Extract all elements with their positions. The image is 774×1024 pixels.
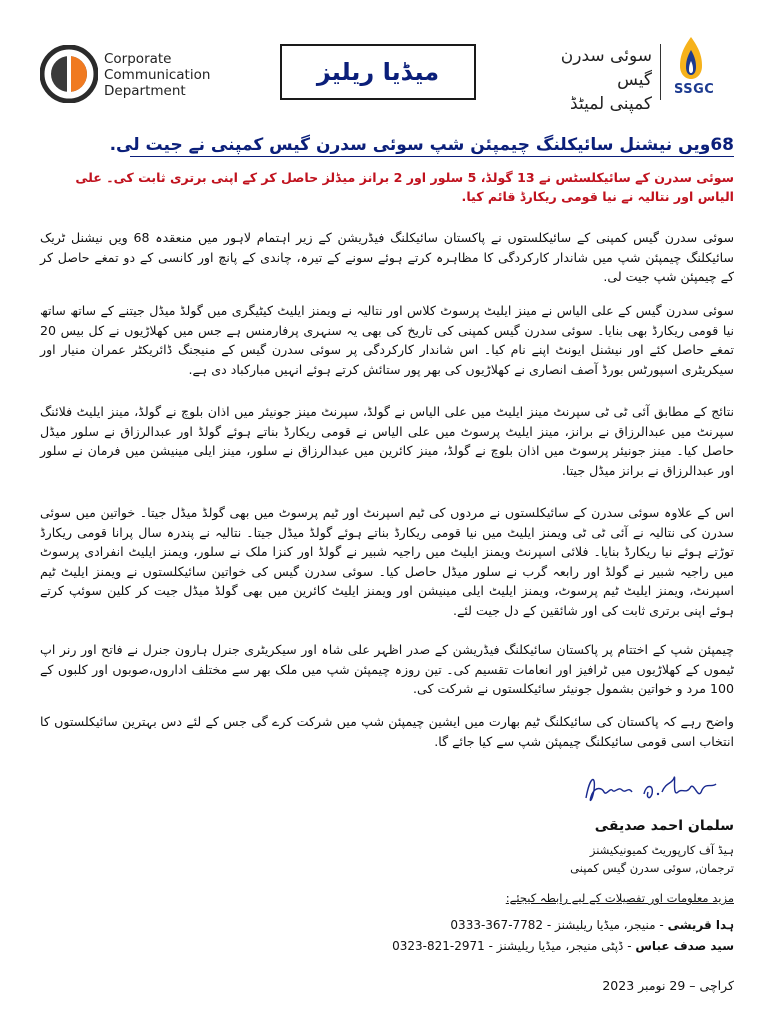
date-line: کراچی – 29 نومبر 2023 [602, 978, 734, 993]
department-name [104, 51, 214, 99]
contact-phone: 0333-367-7782 [450, 918, 544, 932]
contact-entry [300, 918, 734, 932]
media-release-label: میڈیا ریلیز [316, 58, 440, 86]
signatory-title: ہیڈ آف کارپوریٹ کمیونیکیشنز [589, 843, 734, 857]
headline: 68ویں نیشنل سائیکلنگ چیمپئن شپ سوئی سدرن گیس کمپنی نے جیت لی. [109, 135, 734, 155]
ssgc-flame-icon [678, 36, 704, 80]
body-paragraph: چیمپئن شپ کے اختتام پر پاکستان سائیکلنگ فیڈریشن کے صدر اظہر علی شاہ اور سیکریٹری جنرل ہارون جنرل نے فاتح اور رنر اپ ٹیموں کے کھلاڑیوں میں ٹرافیز اور انعامات تقسیم کی۔ تین روزہ چیمپئن شپ میں ملک بھر سے مختلف اداروں،صوبوں اور کلبوں کے 100 مرد و خواتین بشمول جونیئر سائیکلستوں نے شرکت کی. [40, 642, 734, 696]
company-urdu-line: سوئی سدرن گیس [560, 46, 652, 90]
headline-underline [130, 156, 734, 157]
signatory-title: ترجمان, سوئی سدرن گیس کمپنی [570, 861, 734, 875]
department-line: Corporate [104, 51, 172, 67]
handwritten-signature [582, 768, 732, 808]
company-urdu-line: کمپنی لمیٹڈ [570, 94, 652, 114]
ssgc-urdu-name [524, 44, 652, 116]
department-line: Communication [104, 67, 211, 83]
body-paragraph: اس کے علاوہ سوئی سدرن کے سائیکلستوں نے مردوں کی ٹیم اسپرنٹ اور ٹیم پرسوٹ میں بھی گولڈ میڈل جیتا۔ خواتین میں سوئی سدرن کی نتالیہ نے آئی ٹی ٹی ویمنز ایلیٹ میں نیا قومی ریکارڈ بناتے ہوئے گولڈ میڈل جیتا۔ نتالیہ نے پندرہ سال پرانا قومی ریکارڈ توڑتے ہوئے نیا ریکارڈ بنایا۔ فلائی اسپرنٹ ویمنز ایلیٹ میں راجیہ شبیر نے گولڈ اور کنزا ملک نے سلور، ویمنز ایلیٹ انفرادی پرسوٹ میں راجیہ شبیر نے گولڈ اور رابعہ گرب نے سلور میڈل حاصل کیا۔ سوئی سدرن گیس کی خواتین سائیکلستوں نے ویمنز ایلیٹ ٹیم اسپرنٹ، ویمنز ایلیٹ ٹیم پرسوٹ، ویمنز ایلیٹ ایلی مینیشن اور ویمنز ایلیٹ کائرین میں بھی گولڈ میڈل جیت کر کلین سوئپ کرتے ہوئے اپنی برتری ثابت کی اور شائقین کے دل جیت لئے. [40, 505, 734, 618]
ssgc-wordmark: SSGC [674, 82, 715, 97]
signatory-name: سلمان احمد صدیقی [594, 818, 734, 834]
header-divider [660, 44, 661, 100]
corporate-communication-logo-icon [40, 45, 98, 103]
contact-name: سید صدف عباس [635, 939, 734, 953]
body-paragraph: سوئی سدرن گیس کمپنی کے سائیکلستوں نے پاکستان سائیکلنگ فیڈریشن کے زیر اہتمام لاہور میں منعقدہ 68 ویں نیشنل ٹریک سائیکلنگ چیمپئن شپ میں شاندار کارکردگی کا مظاہرہ کرتے ہوئے سونے کے تیرہ، چاندی کے پانچ اور کانسی کے دو تمغے حاصل کر کے چیمپئن شپ جیت لی. [40, 230, 735, 284]
body-paragraph: سوئی سدرن گیس کے علی الیاس نے مینز ایلیٹ پرسوٹ کلاس اور نتالیہ نے ویمنز ایلیٹ کیٹیگری میں گولڈ میڈل جیتنے کے ساتھ ساتھ نیا قومی ریکارڈ بھی بنایا۔ سوئی سدرن گیس کمپنی کی تاریخ کی بھی یہ سنہری پرفارمنس ہے جس میں کھلاڑیوں نے کل بیس 20 تمغے حاصل کئے اور نیشنل ایونٹ اپنے نام کیا۔ اس شاندار کارکردگی پر سوئی سدرن گیس کے منیجنگ ڈائریکٹر عمران منیار اور سیکریٹری اسپورٹس بورڈ آصف انصاری نے کھلاڑیوں کی بھر پور ستائش کرتے ہوئے انہیں مبارکباد دی ہے. [40, 303, 734, 377]
contact-entry [300, 939, 734, 953]
body-paragraph: نتائج کے مطابق آئی ٹی ٹی سپرنٹ مینز ایلیٹ میں علی الیاس نے گولڈ، سپرنٹ مینز جونیئر میں اذان بلوچ نے گولڈ، مینز ایلیٹ فلائنگ سپرنٹ میں عبدالرزاق نے برانز، مینز ایلیٹ پرسوٹ میں علی الیاس نے قومی ریکارڈ بناتے ہوئے گولڈ اور عبدالرزاق نے سلور میڈل حاصل کیا۔ مینز جونیئر پرسوٹ میں اذان بلوچ نے گولڈ، مینز کائرین میں عبدالرزاق نے سلور، مینز ایلی مینیشن میں فرمان نے سلور اور عبدالرزاق نے برانز میڈل جیتا. [40, 404, 734, 478]
body-paragraph: واضح رہے کہ پاکستان کی سائیکلنگ ٹیم بھارت میں ایشین چیمپئن شپ میں شرکت کرے گی جس کے لئے دس بہترین سائیکلستوں کا انتخاب اسی قومی سائیکلنگ چیمپئن شپ سے کیا جائے گا. [40, 714, 734, 749]
department-line: Department [104, 83, 186, 99]
media-release-title [280, 44, 476, 100]
contact-phone: 0323-821-2971 [392, 939, 485, 953]
contact-role: - منیجر، میڈیا ریلیشنز - [543, 918, 668, 932]
contact-role: - ڈپٹی منیجر، میڈیا ریلیشنز - [484, 939, 636, 953]
contact-label: مزید معلومات اور تفصیلات کے لیے رابطہ کیجئے: [505, 891, 734, 905]
contact-name: ہدا قریشی [667, 918, 734, 932]
subheadline: سوئی سدرن کے سائیکلسٹس نے 13 گولڈ، 5 سلور اور 2 برانز میڈلز حاصل کر کے اپنی برتری ثابت کی۔ علی الیاس اور نتالیہ نے نیا قومی ریکارڈ قائم کیا. [75, 170, 734, 204]
